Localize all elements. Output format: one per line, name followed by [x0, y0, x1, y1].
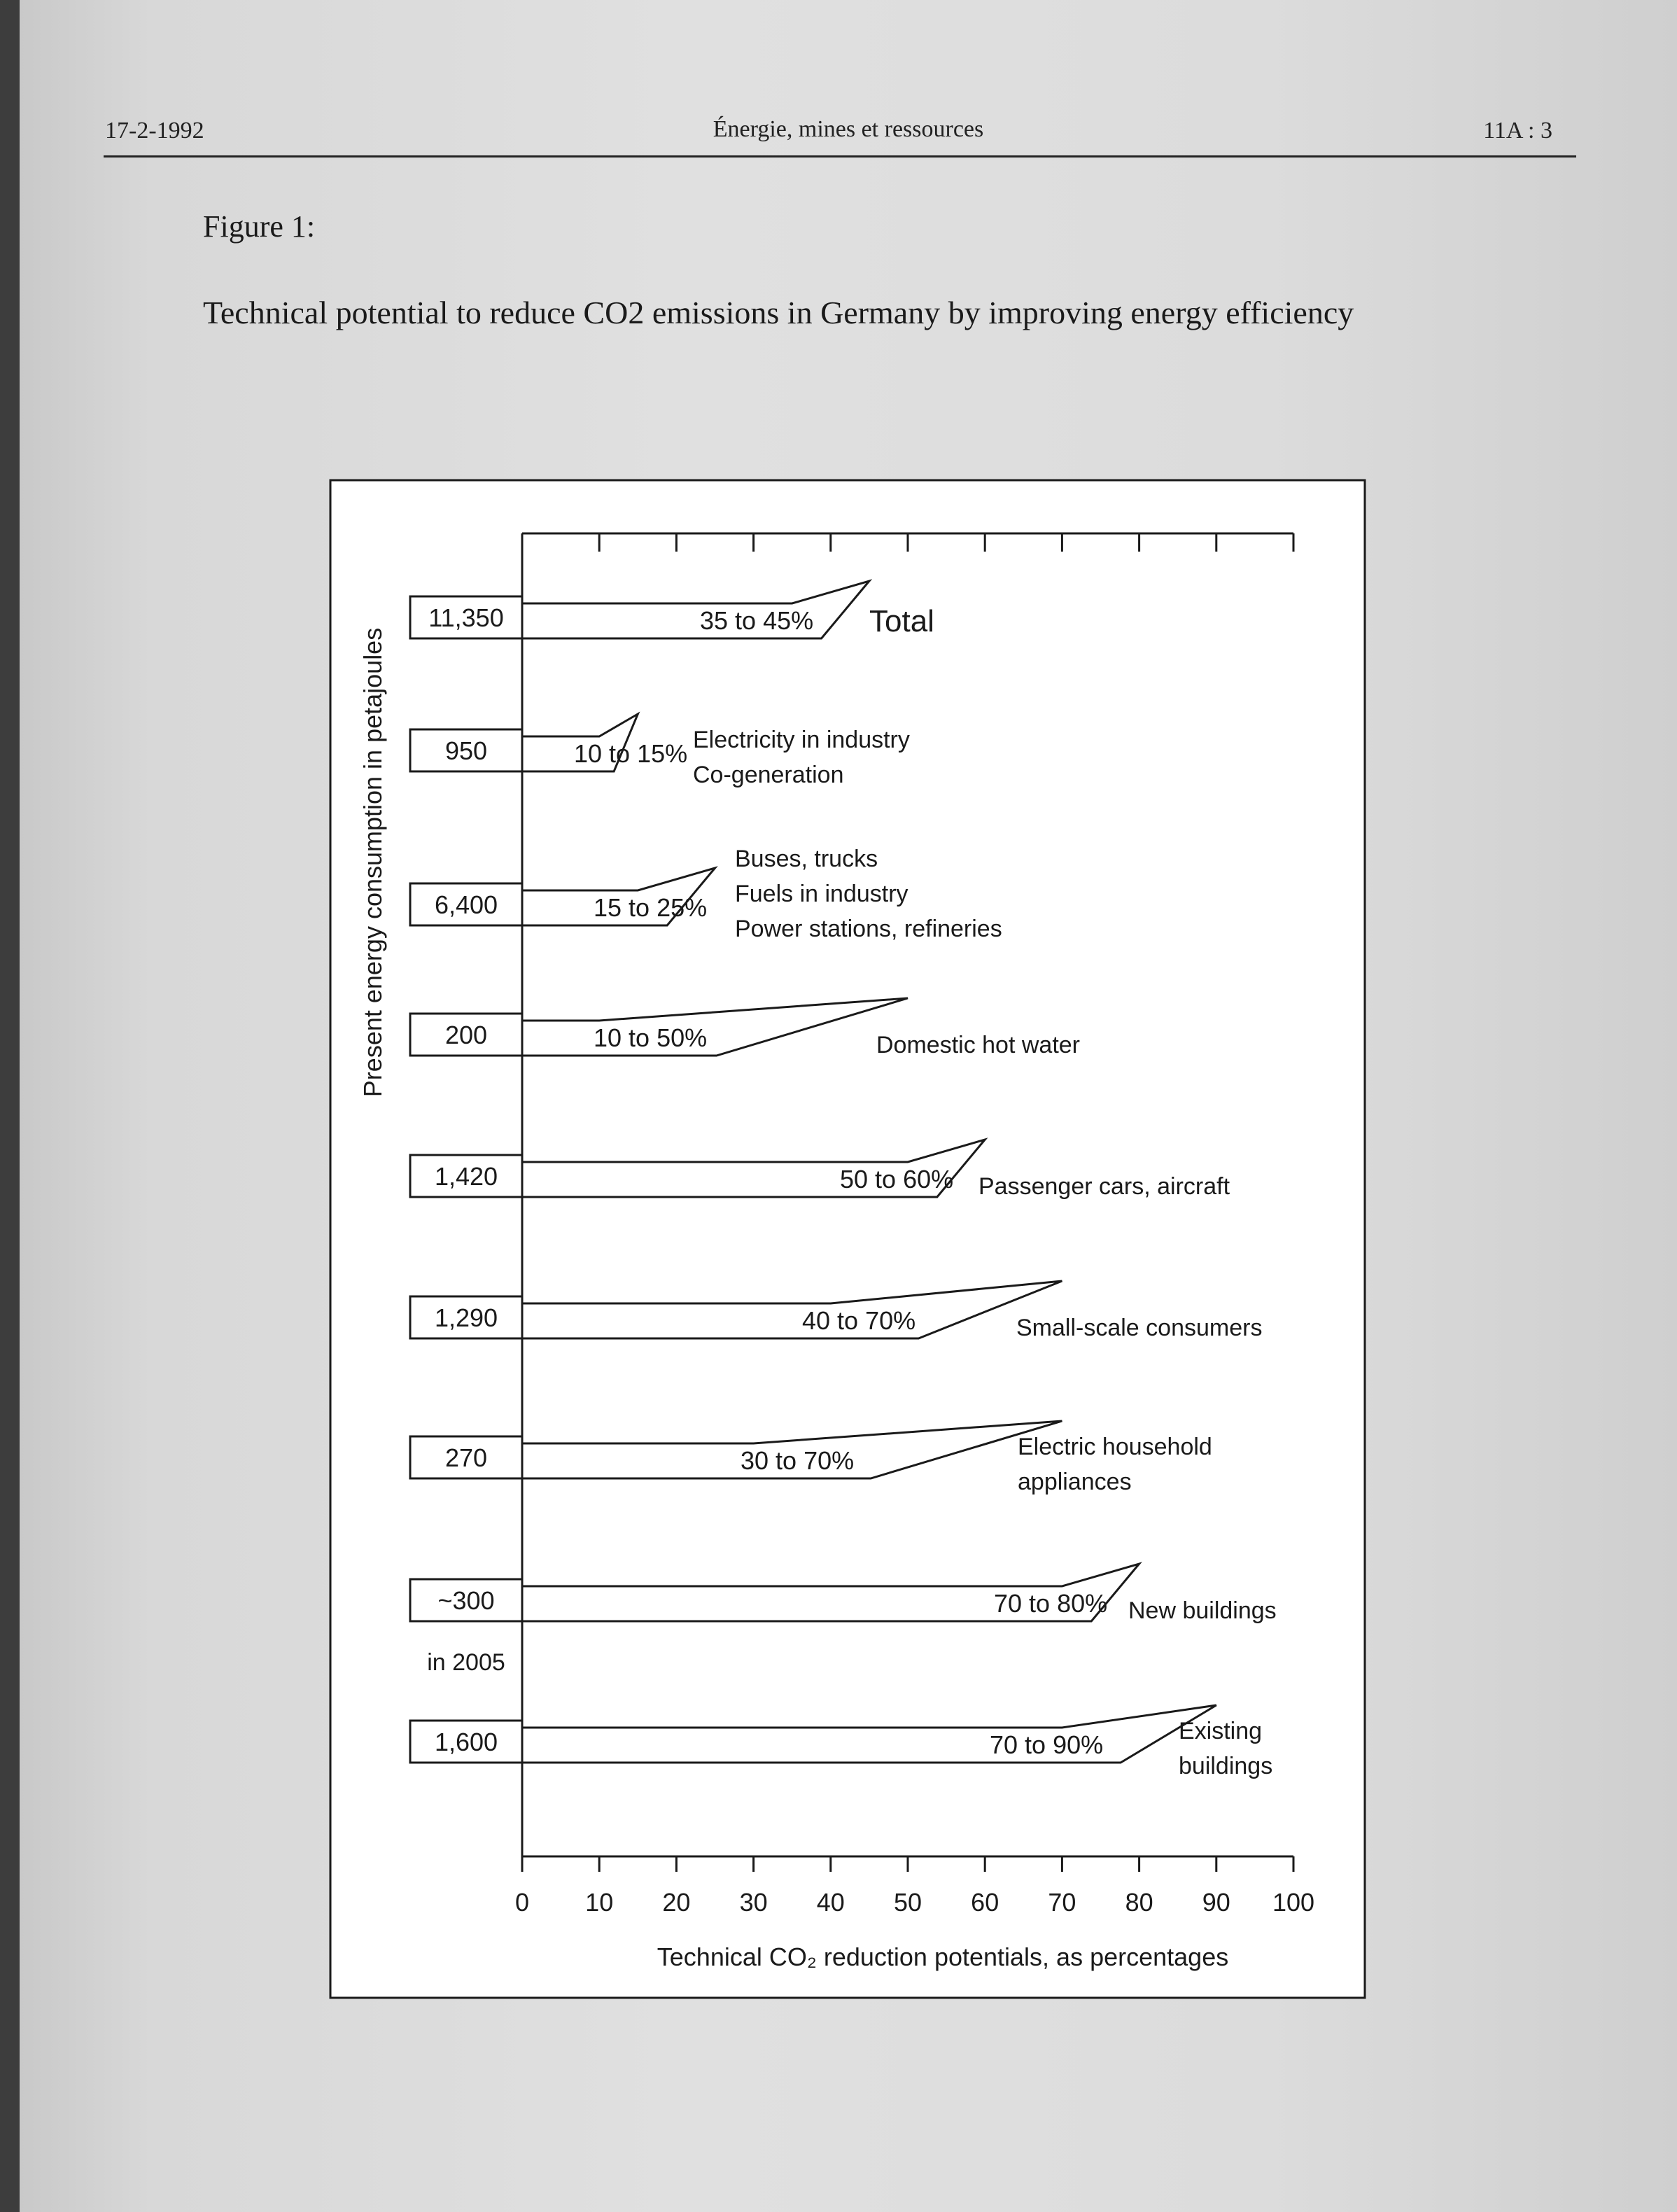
consumption-value: 1,290: [434, 1303, 498, 1332]
sector-name: buildings: [1179, 1753, 1273, 1779]
sector-name: appliances: [1018, 1469, 1132, 1495]
consumption-value: 270: [444, 1443, 488, 1472]
range-label: 70 to 90%: [990, 1730, 1104, 1759]
x-tick-label: 40: [816, 1888, 845, 1917]
consumption-value: 950: [444, 736, 488, 765]
sector-name: New buildings: [1128, 1597, 1277, 1624]
range-label: 15 to 25%: [594, 893, 708, 922]
header-page-number: 11A : 3: [1483, 118, 1552, 144]
figure-label: Figure 1:: [203, 209, 316, 244]
x-tick-label: 0: [514, 1888, 530, 1917]
sector-name: Co-generation: [693, 762, 844, 788]
figure-caption: Technical potential to reduce CO2 emissions in Germany by improving energy efficiency: [203, 295, 1354, 330]
x-tick-label: 100: [1272, 1888, 1315, 1917]
range-label: 35 to 45%: [700, 606, 814, 635]
sector-name: Passenger cars, aircraft: [978, 1173, 1230, 1200]
x-tick-label: 70: [1048, 1888, 1076, 1917]
x-tick-label: 60: [971, 1888, 999, 1917]
x-tick-label: 20: [662, 1888, 691, 1917]
consumption-value: 200: [444, 1021, 488, 1049]
header-publication: Énergie, mines et ressources: [713, 116, 984, 142]
range-label: 50 to 60%: [840, 1165, 954, 1194]
sector-name: Electric household: [1018, 1434, 1212, 1460]
x-axis-title: Technical CO₂ reduction potentials, as percentages: [657, 1942, 1229, 1971]
x-tick-label: 50: [893, 1888, 922, 1917]
sector-name: Fuels in industry: [735, 881, 908, 907]
range-label: 10 to 15%: [574, 739, 688, 768]
x-tick-label: 90: [1202, 1888, 1230, 1917]
sector-name: Domestic hot water: [876, 1032, 1080, 1058]
x-tick-label: 10: [585, 1888, 614, 1917]
range-label: 70 to 80%: [994, 1589, 1108, 1618]
range-label: 40 to 70%: [802, 1306, 916, 1335]
sector-name: Electricity in industry: [693, 727, 910, 753]
sector-name: Total: [869, 604, 934, 638]
x-tick-label: 30: [739, 1888, 768, 1917]
consumption-value: 6,400: [434, 890, 498, 919]
consumption-value: ~300: [437, 1586, 495, 1615]
sector-name: Existing: [1179, 1718, 1263, 1744]
x-tick-label: 80: [1125, 1888, 1153, 1917]
consumption-note: in 2005: [427, 1649, 505, 1676]
y-axis-title: Present energy consumption in petajoules: [358, 627, 387, 1098]
header-date: 17-2-1992: [105, 118, 204, 144]
range-label: 30 to 70%: [741, 1446, 855, 1475]
consumption-value: 1,600: [434, 1728, 498, 1756]
consumption-value: 11,350: [428, 603, 504, 632]
sector-name: Power stations, refineries: [735, 916, 1002, 942]
sector-name: Buses, trucks: [735, 846, 878, 872]
sector-name: Small-scale consumers: [1016, 1315, 1263, 1341]
range-label: 10 to 50%: [594, 1023, 708, 1052]
consumption-value: 1,420: [434, 1162, 498, 1191]
